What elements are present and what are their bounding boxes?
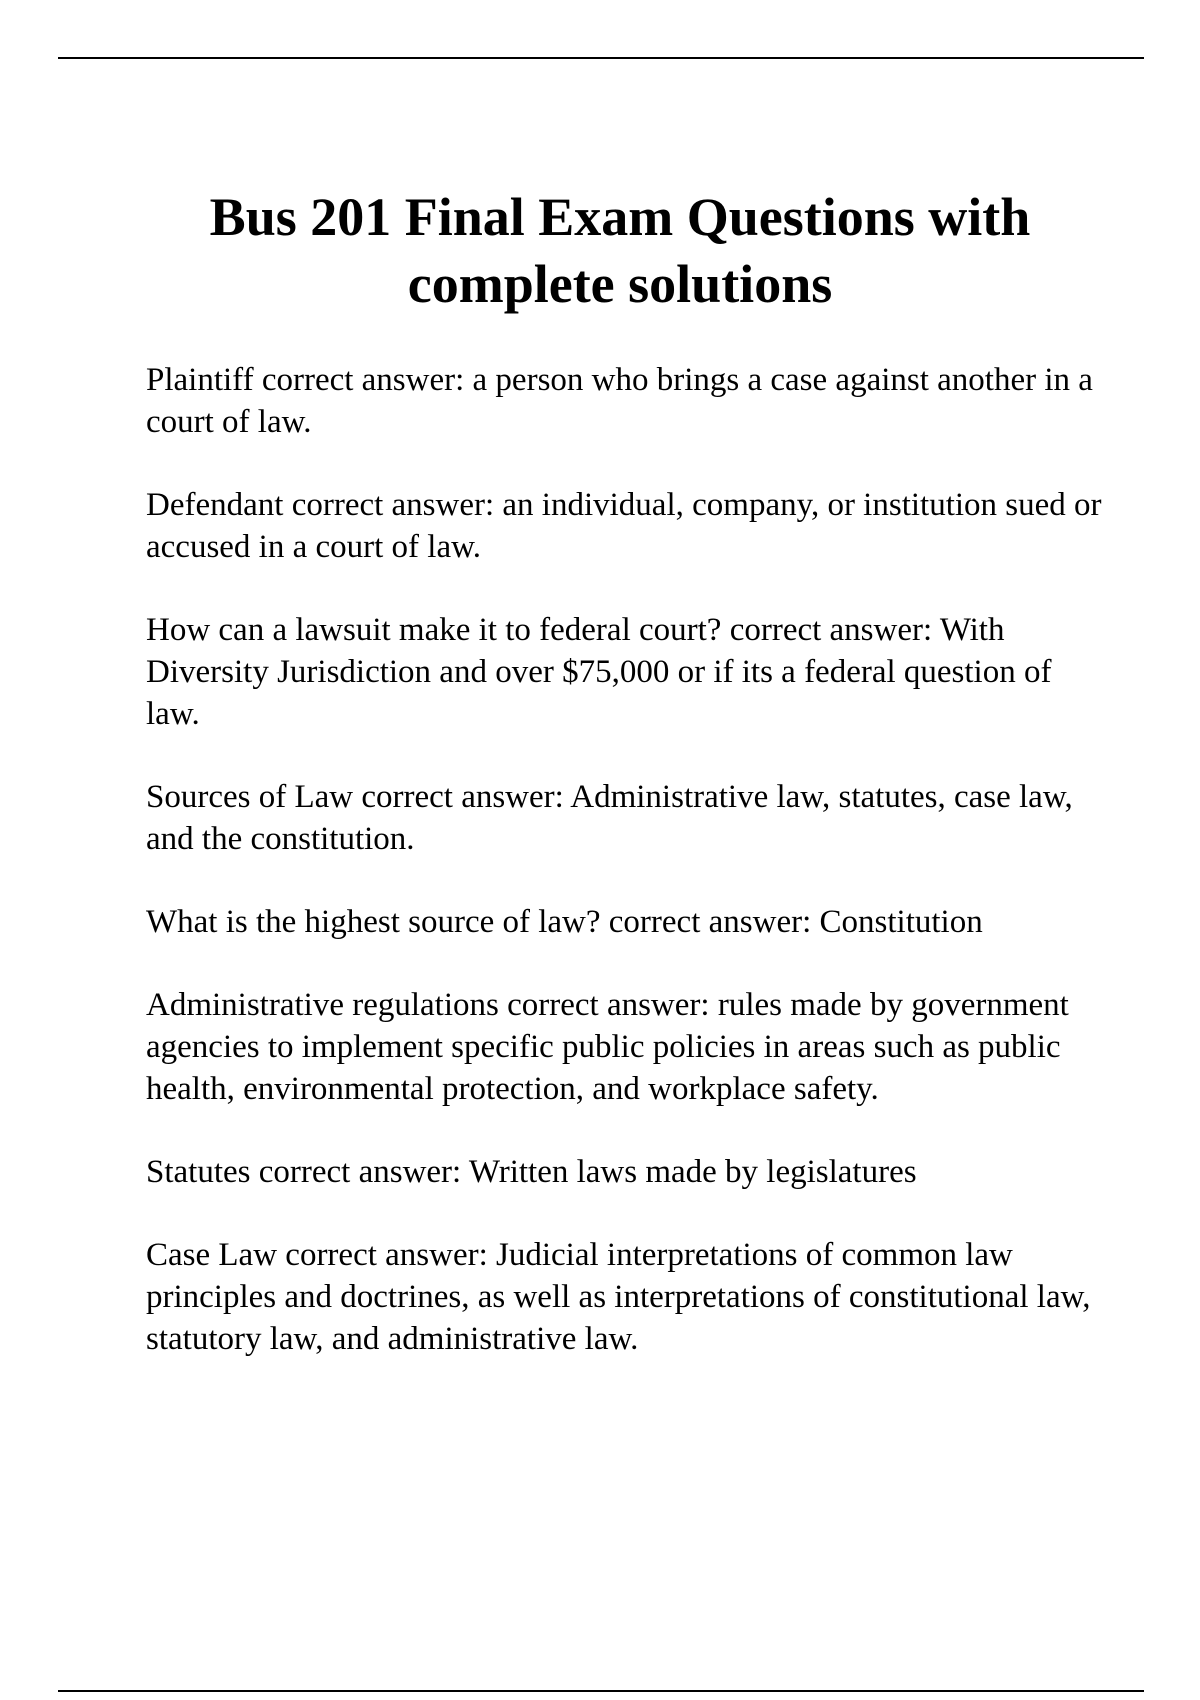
qa-term: How can a lawsuit make it to federal court? — [146, 612, 722, 648]
qa-answer: a person who brings a case against another in a court of law. — [146, 362, 1093, 440]
qa-term: Administrative regulations — [146, 987, 499, 1023]
top-rule — [58, 57, 1144, 59]
qa-answer: Constitution — [819, 904, 983, 940]
qa-item-federal-court — [146, 609, 1106, 735]
qa-term: Statutes — [146, 1154, 251, 1190]
qa-answer: Judicial interpretations of common law principles and doctrines, as well as interpretations of constitutional law, statutory law, and administrative law. — [146, 1237, 1091, 1357]
answer-prefix: correct answer: — [261, 362, 465, 398]
answer-prefix: correct answer: — [729, 612, 933, 648]
qa-term: Sources of Law — [146, 779, 354, 815]
qa-term: Case Law — [146, 1237, 278, 1273]
answer-prefix: correct answer: — [291, 487, 495, 523]
answer-prefix: correct answer: — [361, 779, 564, 815]
qa-item-plaintiff — [146, 359, 1106, 443]
title-line-1: Bus 201 Final Exam Questions with — [209, 187, 1031, 247]
qa-item-sources-of-law — [146, 776, 1106, 860]
qa-term: What is the highest source of law? — [146, 904, 601, 940]
qa-item-administrative-regulations — [146, 984, 1106, 1110]
qa-answer: an individual, company, or institution sued or accused in a court of law. — [146, 487, 1102, 565]
answer-prefix: correct answer: — [258, 1154, 462, 1190]
qa-item-defendant — [146, 484, 1106, 568]
qa-term: Defendant — [146, 487, 284, 523]
qa-item-highest-source — [146, 901, 1106, 943]
answer-prefix: correct answer: — [608, 904, 812, 940]
qa-answer: Written laws made by legislatures — [468, 1154, 917, 1190]
qa-answer: With Diversity Jurisdiction and over $75,000 or if its a federal question of law. — [146, 612, 1052, 732]
bottom-rule — [58, 1690, 1144, 1692]
qa-answer: rules made by government agencies to implement specific public policies in areas such as public health, environmental protection, and workplace safety. — [146, 987, 1069, 1107]
title-line-2: complete solutions — [407, 254, 833, 314]
qa-answer: Administrative law, statutes, case law, and the constitution. — [146, 779, 1073, 857]
qa-term: Plaintiff — [146, 362, 254, 398]
answer-prefix: correct answer: — [285, 1237, 488, 1273]
qa-list — [146, 359, 1106, 1401]
answer-prefix: correct answer: — [507, 987, 710, 1023]
qa-item-statutes — [146, 1151, 1106, 1193]
page-title — [130, 184, 1110, 318]
qa-item-case-law — [146, 1234, 1106, 1360]
